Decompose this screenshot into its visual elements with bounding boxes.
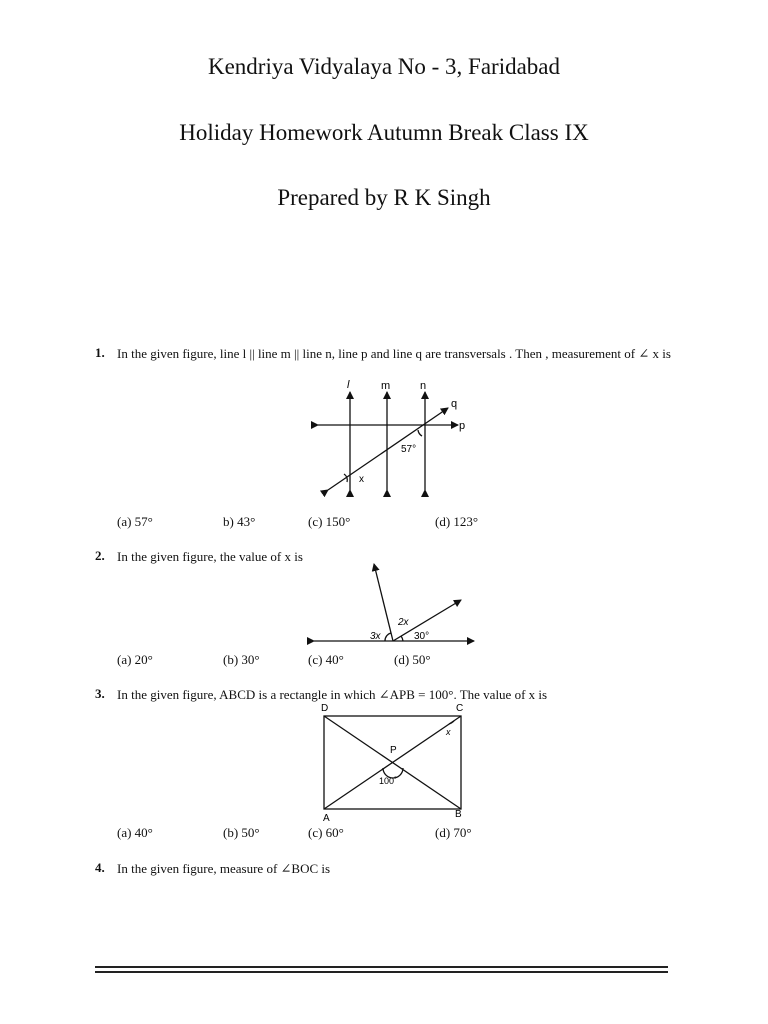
label-m: m [381, 380, 391, 392]
label-30: 30° [414, 631, 430, 642]
question-1-number: 1. [95, 345, 105, 360]
question-1-text: In the given figure, line l || line m || line n, line p and line q are transversals . Then , measurement of ∠ x is [117, 346, 671, 361]
label-x: x [359, 474, 364, 485]
label-C: C [456, 703, 464, 714]
label-n: n [420, 380, 427, 392]
q1-option-b: b) 43° [223, 514, 256, 529]
label-D: D [321, 703, 329, 714]
school-title: Kendriya Vidyalaya No - 3, Faridabad [207, 54, 561, 79]
label-p: p [459, 420, 466, 432]
q3-option-a: (a) 40° [117, 825, 153, 840]
ray-left [374, 564, 393, 641]
question-1-figure [310, 378, 480, 503]
q3-option-c: (c) 60° [308, 825, 344, 840]
question-3-number: 3. [95, 686, 105, 701]
angle-30-arc [401, 636, 403, 641]
label-q: q [451, 398, 458, 410]
q2-option-b: (b) 30° [223, 652, 260, 667]
label-B: B [455, 809, 462, 820]
angle-57-arc [418, 430, 422, 436]
q3-option-b: (b) 50° [223, 825, 260, 840]
question-4-text: In the given figure, measure of ∠BOC is [117, 861, 331, 876]
label-100: 100˚ [379, 776, 398, 786]
homework-subtitle: Holiday Homework Autumn Break Class IX [179, 120, 589, 145]
author-line: Prepared by R K Singh [277, 185, 491, 210]
label-P: P [390, 745, 397, 756]
q1-option-a: (a) 57° [117, 514, 153, 529]
line-q [328, 408, 448, 490]
label-3x: 3x [370, 631, 381, 642]
q1-option-d: (d) 123° [435, 514, 479, 529]
q2-option-a: (a) 20° [117, 652, 153, 667]
q2-option-d: (d) 50° [394, 652, 431, 667]
angle-3x-arc [385, 633, 391, 641]
angle-x-arc [449, 721, 454, 724]
footer-rule-top [95, 966, 668, 968]
question-3-text: In the given figure, ABCD is a rectangle in which ∠APB = 100°. The value of x is [117, 687, 548, 702]
label-A: A [323, 813, 330, 824]
question-3-figure [315, 700, 475, 826]
q2-option-c: (c) 40° [308, 652, 344, 667]
label-x: x [446, 727, 451, 737]
question-2-text: In the given figure, the value of x is [117, 549, 303, 564]
question-4-number: 4. [95, 860, 105, 875]
question-2-number: 2. [95, 548, 105, 563]
q3-option-d: (d) 70° [435, 825, 472, 840]
footer-rule-bottom [95, 971, 668, 973]
question-2-figure [308, 560, 478, 650]
q1-option-c: (c) 150° [308, 514, 351, 529]
label-57: 57° [401, 444, 417, 455]
label-l: l [347, 379, 350, 391]
label-2x: 2x [398, 617, 409, 628]
